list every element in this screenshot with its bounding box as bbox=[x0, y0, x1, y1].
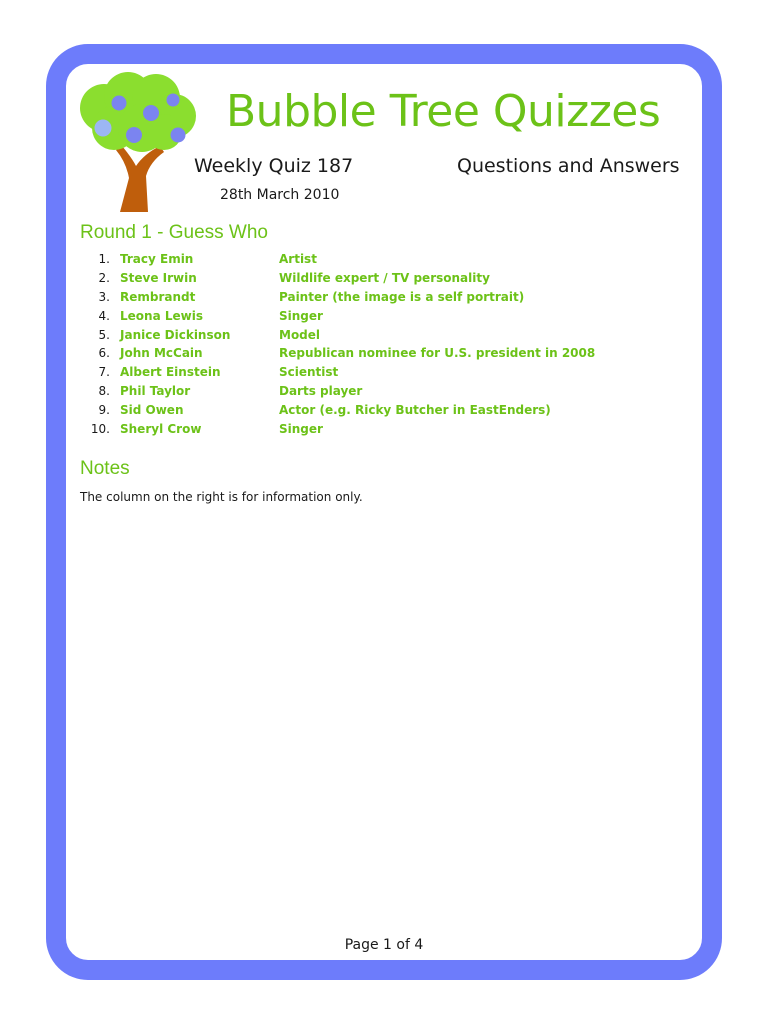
item-number: 2. bbox=[98, 270, 110, 285]
item-number: 4. bbox=[98, 308, 110, 323]
list-item bbox=[80, 363, 680, 382]
answer-name: Leona Lewis bbox=[120, 308, 203, 323]
quiz-date: 28th March 2010 bbox=[220, 187, 340, 203]
answer-name: Tracy Emin bbox=[120, 252, 194, 266]
answer-name: Sheryl Crow bbox=[120, 422, 202, 437]
list-item bbox=[80, 269, 680, 288]
answer-info: Wildlife expert / TV personality bbox=[279, 270, 490, 285]
quiz-number: Weekly Quiz 187 bbox=[194, 155, 354, 177]
answer-list bbox=[80, 250, 680, 439]
answer-info: Singer bbox=[279, 308, 323, 323]
item-number: 5. bbox=[98, 327, 110, 342]
answer-name: Rembrandt bbox=[120, 289, 196, 304]
item-number: 3. bbox=[98, 289, 110, 304]
item-number: 7. bbox=[98, 365, 110, 380]
answer-name: John McCain bbox=[120, 346, 203, 361]
answer-name: Sid Owen bbox=[120, 403, 184, 418]
answer-info: Scientist bbox=[279, 365, 339, 380]
item-number: 6. bbox=[98, 346, 110, 361]
list-item bbox=[80, 420, 680, 439]
notes-heading: Notes bbox=[80, 458, 130, 479]
item-number: 9. bbox=[98, 403, 110, 418]
item-number: 1. bbox=[98, 252, 110, 266]
answer-info: Darts player bbox=[279, 384, 363, 399]
answer-info: Actor (e.g. Ricky Butcher in EastEnders) bbox=[279, 403, 551, 418]
answer-name: Janice Dickinson bbox=[120, 327, 231, 342]
list-item bbox=[80, 250, 680, 269]
tree-trunk bbox=[116, 146, 164, 212]
round-heading: Round 1 - Guess Who bbox=[80, 222, 268, 243]
list-item bbox=[80, 382, 680, 401]
answer-info: Republican nominee for U.S. president in 2008 bbox=[279, 346, 596, 361]
answer-info: Singer bbox=[279, 422, 323, 437]
list-item bbox=[80, 288, 680, 307]
notes-text: The column on the right is for information only. bbox=[80, 490, 363, 504]
quiz-subtitle: Questions and Answers bbox=[457, 155, 680, 177]
bubble-tree-logo-icon bbox=[76, 70, 200, 212]
answer-name: Steve Irwin bbox=[120, 270, 197, 285]
answer-name: Phil Taylor bbox=[120, 384, 191, 399]
answer-info: Painter (the image is a self portrait) bbox=[279, 289, 525, 304]
answer-name: Albert Einstein bbox=[120, 365, 221, 380]
list-item bbox=[80, 307, 680, 326]
brand-title: Bubble Tree Quizzes bbox=[226, 86, 661, 137]
answer-info: Model bbox=[279, 327, 321, 342]
item-number: 8. bbox=[98, 384, 110, 399]
list-item bbox=[80, 344, 680, 363]
list-item bbox=[80, 401, 680, 420]
item-number: 10. bbox=[90, 422, 110, 437]
answer-info: Artist bbox=[279, 252, 317, 266]
list-item bbox=[80, 326, 680, 345]
page-number: Page 1 of 4 bbox=[344, 937, 424, 953]
